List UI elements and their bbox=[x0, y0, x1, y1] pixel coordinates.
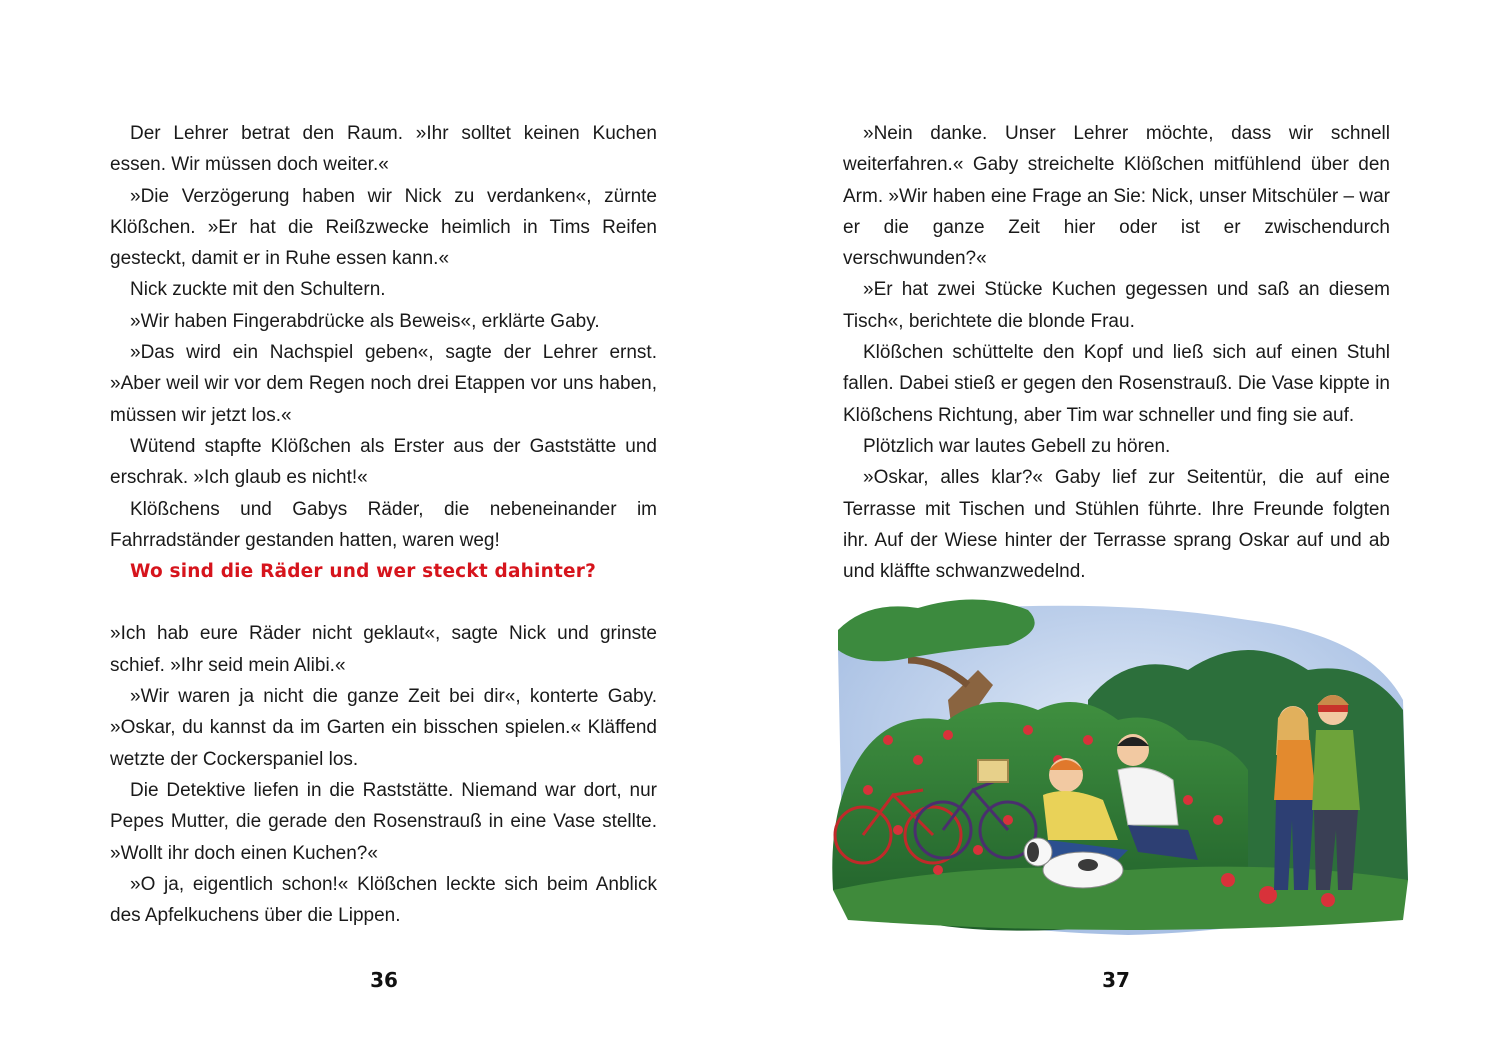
left-text-column bbox=[110, 118, 657, 931]
paragraph: Klößchens und Gabys Räder, die nebeneinander im Fahrradständer gestanden hatten, waren weg! bbox=[110, 498, 657, 551]
right-text-column bbox=[843, 118, 1390, 587]
paragraph: »Das wird ein Nachspiel geben«, sagte der Lehrer ernst. »Aber weil wir vor dem Regen noch drei Etappen vor uns haben, müssen wir jetzt los.« bbox=[110, 342, 657, 426]
paragraph: Plötzlich war lautes Gebell zu hören. bbox=[863, 435, 1171, 457]
paragraph: »Oskar, alles klar?« Gaby lief zur Seitentür, die auf eine Terrasse mit Tischen und Stühlen führte. Ihre Freunde folgten ihr. Auf der Wiese hinter der Terrasse sprang Oskar auf und ab und kläffte schwanzwedelnd. bbox=[843, 467, 1390, 583]
paragraph: »Wir haben Fingerabdrücke als Beweis«, erklärte Gaby. bbox=[130, 310, 600, 332]
paragraph: Wütend stapfte Klößchen als Erster aus der Gaststätte und erschrak. »Ich glaub es nicht!« bbox=[110, 435, 657, 489]
page-number-right: 37 bbox=[1102, 968, 1130, 992]
paragraph: »Er hat zwei Stücke Kuchen gegessen und saß an diesem Tisch«, berichtete die blonde Frau. bbox=[843, 279, 1390, 332]
paragraph: »O ja, eigentlich schon!« Klößchen leckte sich beim Anblick des Apfelkuchens über die Lippen. bbox=[110, 873, 657, 927]
riddle-question: Wo sind die Räder und wer steckt dahinter? bbox=[130, 561, 596, 583]
paragraph: Klößchen schüttelte den Kopf und ließ sich auf einen Stuhl fallen. Dabei stieß er gegen den Rosenstrauß. Die Vase kippte in Klößchens Richtung, aber Tim war schneller und fing sie auf. bbox=[843, 342, 1390, 426]
paragraph: Die Detektive liefen in die Raststätte. Niemand war dort, nur Pepes Mutter, die gerade den Rosenstrauß in eine Vase stellte. »Wollt ihr doch einen Kuchen?« bbox=[110, 779, 657, 864]
paragraph: »Wir waren ja nicht die ganze Zeit bei dir«, konterte Gaby. »Oskar, du kannst da im Garten ein bisschen spielen.« Kläffend wetzte der Cockerspaniel los. bbox=[110, 686, 657, 770]
garden-illustration bbox=[828, 590, 1418, 940]
paragraph: Nick zuckte mit den Schultern. bbox=[130, 279, 386, 301]
page-number-left: 36 bbox=[370, 968, 398, 992]
paragraph: »Nein danke. Unser Lehrer möchte, dass wir schnell weiterfahren.« Gaby streichelte Klößchen mitfühlend über den Arm. »Wir haben eine Frage an Sie: Nick, unser Mitschüler – war er die ganze Zeit hier oder ist er zwischendurch verschwunden?« bbox=[843, 123, 1390, 270]
paragraph: »Die Verzögerung haben wir Nick zu verdanken«, zürnte Klößchen. »Er hat die Reißzwecke heimlich in Tims Reifen gesteckt, damit er in Ruhe essen kann.« bbox=[110, 185, 657, 270]
paragraph: Der Lehrer betrat den Raum. »Ihr solltet keinen Kuchen essen. Wir müssen doch weiter.« bbox=[110, 123, 657, 176]
paragraph: »Ich hab eure Räder nicht geklaut«, sagte Nick und grinste schief. »Ihr seid mein Alibi.« bbox=[110, 623, 657, 676]
garden-scene-image bbox=[828, 590, 1418, 940]
right-page bbox=[750, 0, 1500, 1061]
